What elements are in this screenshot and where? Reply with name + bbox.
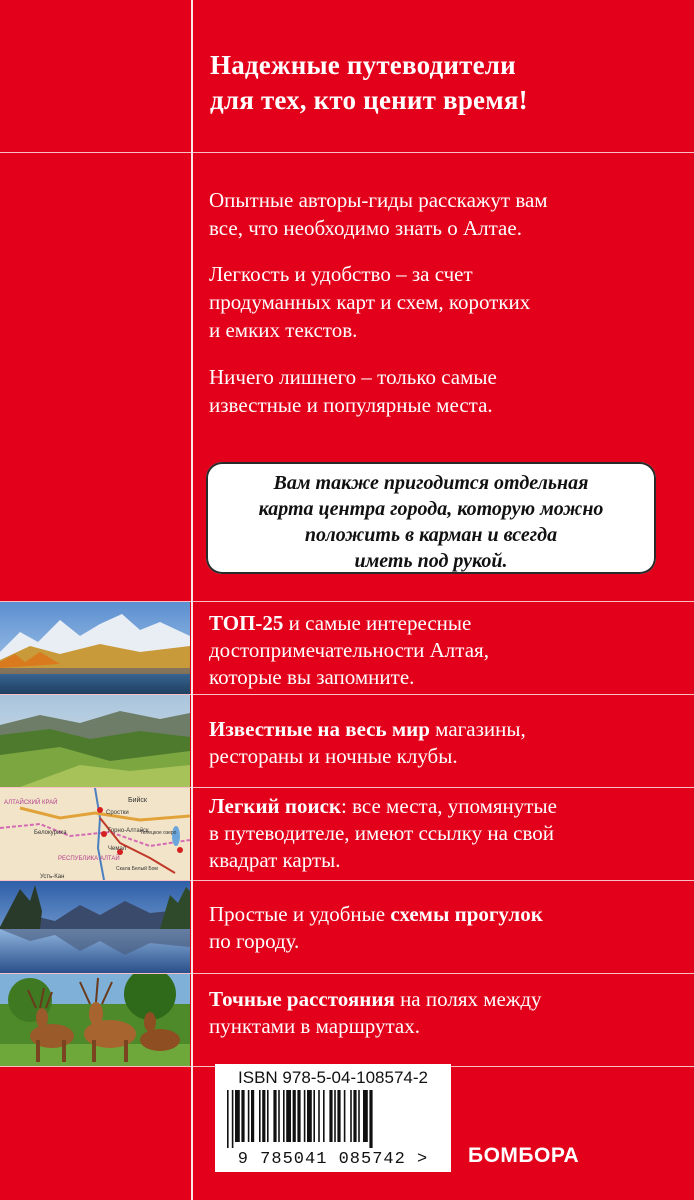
photo-deer — [0, 974, 190, 1066]
feature-walks-pre: Простые и удобные — [209, 902, 391, 926]
map-label-srostki: Сростки — [106, 810, 129, 816]
intro-paragraph-3 — [209, 363, 679, 419]
publisher-logo: БОМБОРА — [468, 1144, 580, 1167]
feature-distances-bold: Точные расстояния — [209, 987, 395, 1011]
divider-title — [0, 152, 694, 153]
map-label-belyi-bom: Скала Белый Бом — [116, 866, 158, 872]
feature-top25-rest: и самые интересные — [283, 611, 472, 635]
intro-paragraph-1 — [209, 186, 679, 242]
feature-top25-line3: которые вы запомните. — [209, 665, 415, 689]
page-title — [210, 48, 680, 118]
vertical-divider — [191, 0, 193, 1200]
intro-p3-line2: известные и популярные места. — [209, 393, 493, 417]
intro-p1-line1: Опытные авторы-гиды расскажут вам — [209, 188, 548, 212]
photo-mountain-lake — [0, 602, 190, 694]
callout-line1: Вам также пригодится отдельная — [273, 472, 589, 494]
feature-distances-line2: пунктами в маршрутах. — [209, 1014, 420, 1038]
map-label-ust-kan: Усть-Кан — [40, 874, 65, 880]
intro-p2-line3: и емких текстов. — [209, 318, 358, 342]
map-thumbnail — [0, 788, 190, 880]
map-label-gorno-altaysk: Горно-Алтайск — [108, 828, 149, 834]
isbn-number: ISBN 978-5-04-108574-2 — [238, 1068, 428, 1087]
feature-walks-bold: схемы прогулок — [390, 902, 543, 926]
intro-p1-line2: все, что необходимо знать о Алтае. — [209, 216, 522, 240]
feature-top25-bold: ТОП-25 — [209, 611, 284, 635]
map-label-region: АЛТАЙСКИЙ КРАЙ — [4, 800, 58, 806]
feature-walks-line2: по городу. — [209, 929, 300, 953]
intro-p2-line1: Легкость и удобство – за счет — [209, 262, 473, 286]
intro-p3-line1: Ничего лишнего – только самые — [209, 365, 497, 389]
map-label-biysk: Бийск — [128, 797, 147, 804]
intro-p2-line2: продуманных карт и схем, коротких — [209, 290, 531, 314]
map-label-chemal: Чемал — [108, 846, 127, 852]
feature-shops-bold: Известные на весь мир — [209, 717, 430, 741]
feature-walks — [209, 901, 684, 955]
isbn-barcode — [215, 1064, 451, 1172]
intro-paragraph-2 — [209, 260, 679, 344]
photo-green-valley — [0, 695, 190, 787]
feature-search — [209, 793, 684, 874]
feature-search-rest: : все места, упомянутые — [341, 794, 557, 818]
feature-search-line2: в путеводителе, имеют ссылку на свой — [209, 821, 555, 845]
map-label-teletskoe: Телецкое озеро — [140, 830, 177, 836]
map-label-belokurikha: Белокуриха — [34, 830, 67, 836]
feature-top25 — [209, 610, 684, 691]
feature-shops — [209, 716, 684, 770]
feature-search-bold: Легкий поиск — [209, 794, 342, 818]
callout-line3: положить в карман и всегда — [304, 524, 558, 546]
callout-line4: иметь под рукой. — [354, 550, 508, 572]
feature-distances-rest: на полях между — [394, 987, 542, 1011]
feature-shops-rest: магазины, — [429, 717, 526, 741]
barcode-digits: 9 785041 085742 > — [237, 1150, 429, 1169]
callout-line2: карта центра города, которую можно — [258, 498, 604, 520]
feature-shops-line2: рестораны и ночные клубы. — [209, 744, 458, 768]
map-label-republic: РЕСПУБЛИКА АЛТАЙ — [58, 856, 120, 862]
photo-lake-reflection — [0, 881, 190, 973]
title-line-2: для тех, кто ценит время! — [210, 85, 528, 115]
feature-distances — [209, 986, 684, 1040]
feature-top25-line2: достопримечательности Алтая, — [209, 638, 489, 662]
title-line-1: Надежные путеводители — [210, 50, 516, 80]
callout-box — [206, 462, 656, 574]
feature-search-line3: квадрат карты. — [209, 848, 341, 872]
barcode-bars — [223, 1090, 443, 1150]
